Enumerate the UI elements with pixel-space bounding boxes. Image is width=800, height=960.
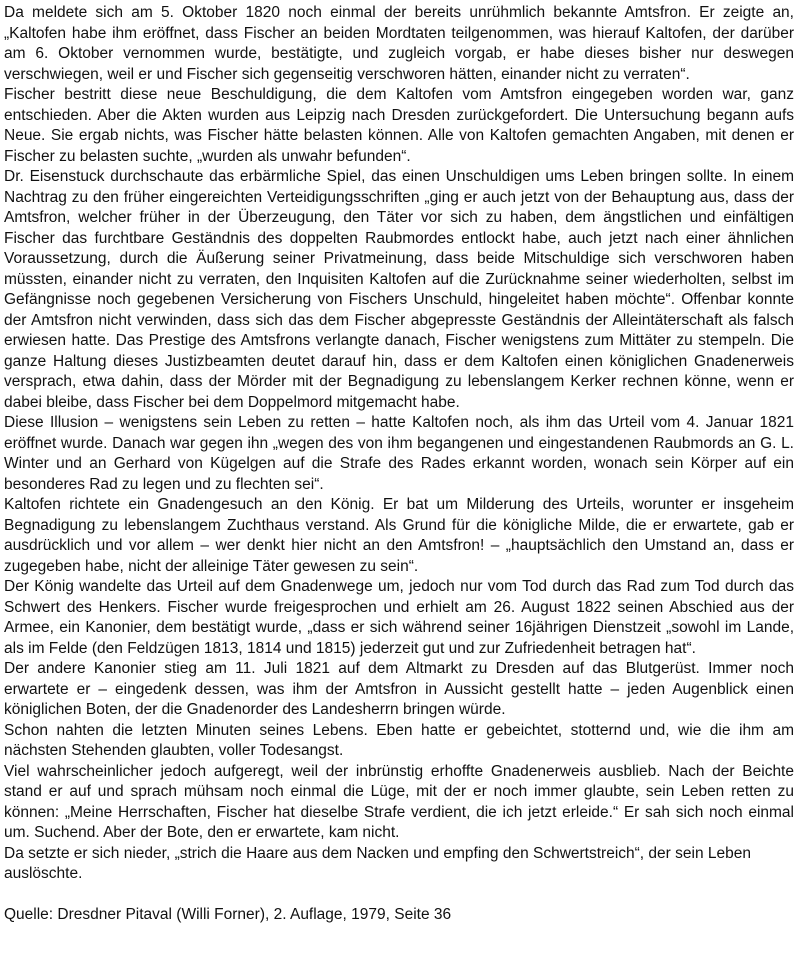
paragraph-10: Da setzte er sich nieder, „strich die Haare aus dem Nacken und empfing den Schwertstreich“, der sein Leben auslöschte. [4,844,751,882]
paragraph-1: Da meldete sich am 5. Oktober 1820 noch einmal der bereits unrühmlich bekannte Amtsfron. Er zeigte an, „Kaltofen habe ihm eröffnet, dass Fischer an beiden Mordtaten teilgenommen, was hierauf Kaltofen, der darüber am 6. Oktober vernommen wurde, bestätigte, und zugleich vorgab, er habe dieses bisher nur deswegen verschwiegen, weil er und Fischer sich gegenseitig verschworen hätten, einander nicht zu verraten“. [4,4,794,83]
paragraph-8: Schon nahten die letzten Minuten seines Lebens. Eben hatte er gebeichtet, stotternd und, wie die ihm am nächsten Stehenden glaubten, voller Todesangst. [4,721,794,759]
paragraph-5: Kaltofen richtete ein Gnadengesuch an den König. Er bat um Milderung des Urteils, worunter er insgeheim Begnadigung zu lebenslangem Zuchthaus verstand. Als Grund für die königliche Milde, die er erwartete, gab er ausdrücklich und vor allem – wer denkt hier nicht an den Amtsfron! – „hauptsächlich den Umstand an, dass er zugegeben habe, nicht der alleinige Täter gewesen zu sein“. [4,496,794,575]
paragraph-3: Dr. Eisenstuck durchschaute das erbärmliche Spiel, das einen Unschuldigen ums Leben bringen sollte. In einem Nachtrag zu den früher eingereichten Verteidigungsschriften „ging er auch jetzt von der Behauptung aus, dass der Amtsfron, welcher früher in der Überzeugung, den Täter vor sich zu haben, dem ängstlichen und einfältigen Fischer das furchtbare Geständnis des doppelten Raubmordes entlockt habe, auch jetzt nach einer ähnlichen Voraussetzung, durch die Äußerung seiner Privatmeinung, dass beide Mitschuldige sich verschworen haben müssten, einander nicht zu verraten, den Inquisiten Kaltofen auf die Zurücknahme seiner wiederholten, selbst im Gefängnisse noch gegebenen Versicherung von Fischers Unschuld, hingeleitet haben möchte“. Offenbar konnte der Amtsfron nicht verwinden, dass sich das dem Fischer abgepresste Geständnis der Alleintäterschaft als falsch erwiesen hatte. Das Prestige des Amtsfrons verlangte danach, Fischer wenigstens zum Mittäter zu stempeln. Die ganze Haltung dieses Justizbeamten deutet darauf hin, dass er dem Kaltofen einen königlichen Gnadenerweis versprach, etwa dahin, dass der Mörder mit der Begnadigung zu lebenslangem Kerker rechnen könne, wenn er dabei bleibe, dass Fischer bei dem Doppelmord mitgemacht habe. [4,168,794,411]
paragraph-2: Fischer bestritt diese neue Beschuldigung, die dem Kaltofen vom Amtsfron eingegeben worden war, ganz entschieden. Aber die Akten wurden aus Leipzig nach Dresden zurückgefordert. Die Untersuchung begann aufs Neue. Sie ergab nichts, was Fischer hätte belasten können. Alle von Kaltofen gemachten Angaben, mit denen er Fischer zu belasten suchte, „wurden als unwahr befunden“. [4,86,794,165]
paragraph-4: Diese Illusion – wenigstens sein Leben zu retten – hatte Kaltofen noch, als ihm das Urteil vom 4. Januar 1821 eröffnet wurde. Danach war gegen ihn „wegen des von ihm begangenen und eingestandenen Raubmords an G. L. Winter und an Gerhard von Kügelgen auf die Strafe des Rades erkannt worden, wonach sein Körper auf ein besonderes Rad zu legen und zu flechten sei“. [4,414,794,493]
source-citation: Quelle: Dresdner Pitaval (Willi Forner), 2. Auflage, 1979, Seite 36 [4,905,452,923]
paragraph-9: Viel wahrscheinlicher jedoch aufgeregt, weil der inbrünstig erhoffte Gnadenerweis ausblieb. Nach der Beichte stand er auf und sprach mühsam noch einmal die Lüge, mit der er noch immer glaubte, sein Leben retten zu können: „Meine Herrschaften, Fischer hat dieselbe Strafe verdient, die ich jetzt erleide.“ Er sah sich noch einmal um. Suchend. Aber der Bote, den er erwartete, kam nicht. [4,762,794,841]
paragraph-7: Der andere Kanonier stieg am 11. Juli 1821 auf dem Altmarkt zu Dresden auf das Blutgerüst. Immer noch erwartete er – eingedenk dessen, was ihm der Amtsfron in Aussicht gestellt hatte – jeden Augenblick einen königlichen Boten, der die Gnadenorder des Landesherrn bringen würde. [4,660,794,718]
paragraph-6: Der König wandelte das Urteil auf dem Gnadenwege um, jedoch nur vom Tod durch das Rad zum Tod durch das Schwert des Henkers. Fischer wurde freigesprochen und erhielt am 26. August 1822 seinen Abschied aus der Armee, ein Kanonier, dem bestätigt wurde, „dass er sich während seiner 16jährigen Dienstzeit „sowohl im Lande, als im Felde (den Feldzügen 1813, 1814 und 1815) jederzeit gut und zur Zufriedenheit betragen hat“. [4,578,794,657]
